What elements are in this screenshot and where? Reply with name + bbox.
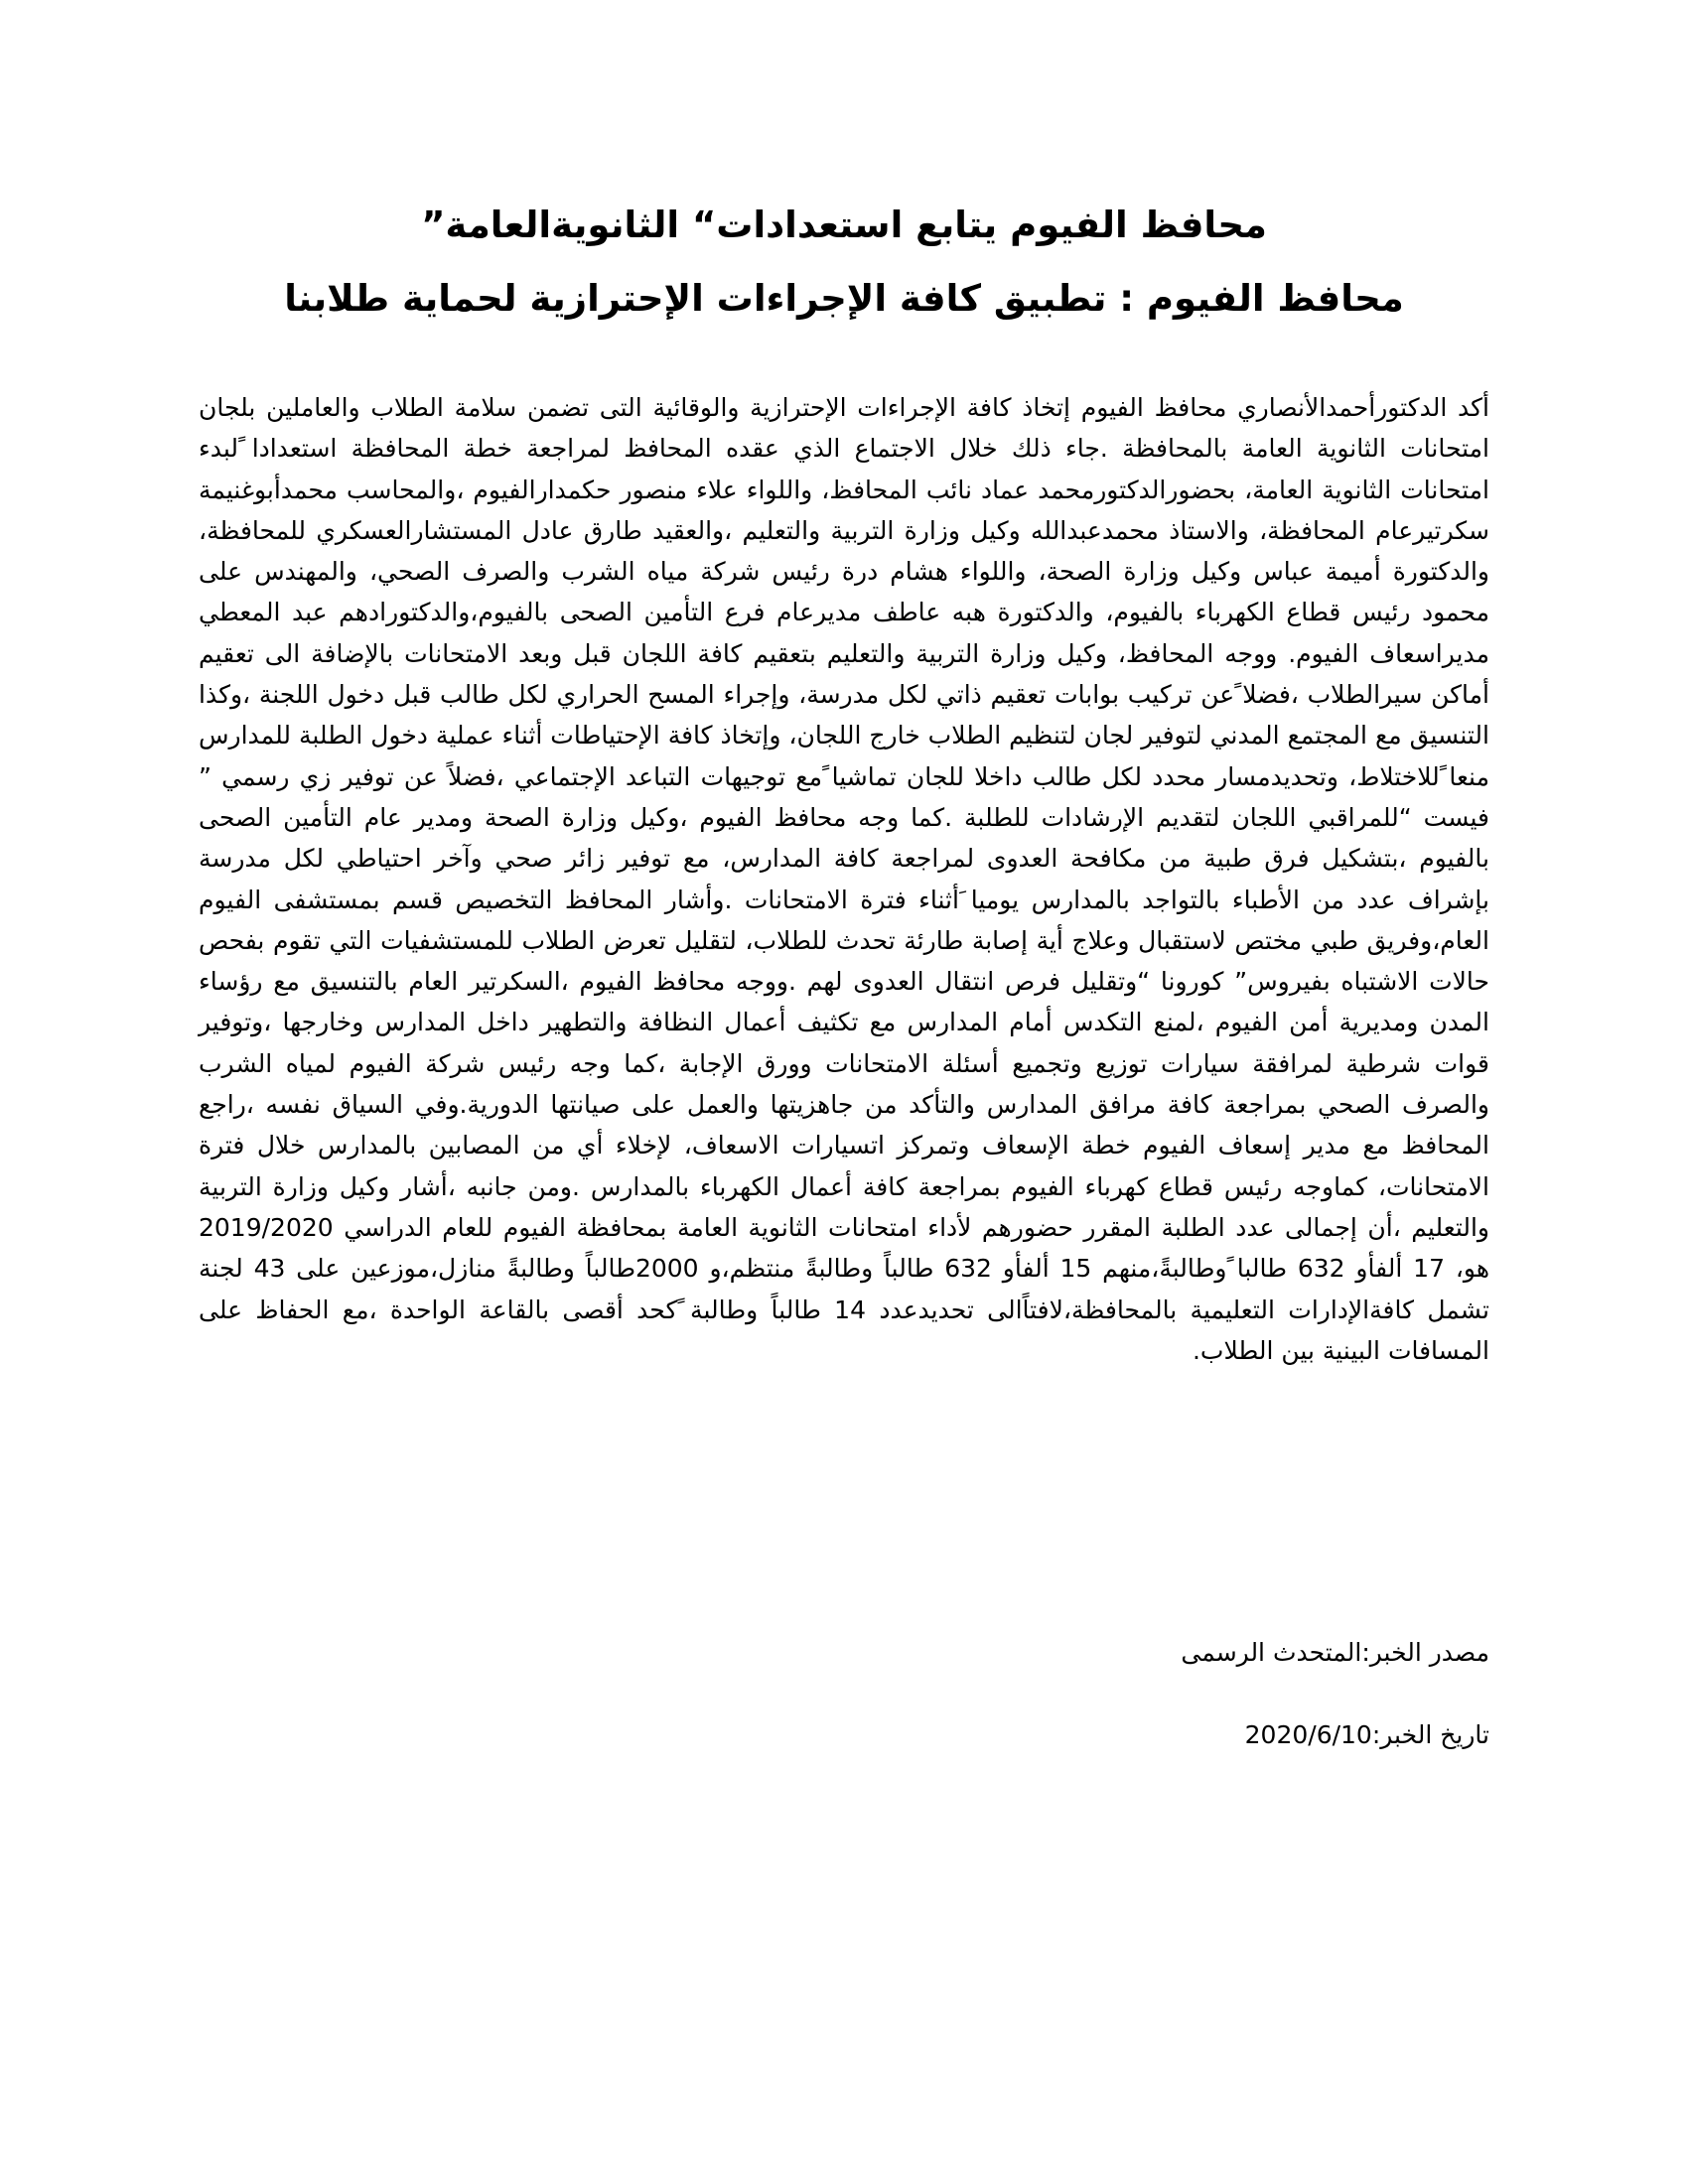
news-date-label: تاريخ الخبر: (1371, 1720, 1489, 1749)
news-source-value: المتحدث الرسمى (1181, 1638, 1362, 1667)
headline: محافظ الفيوم يتابع استعدادات“ الثانويةالعامة” (421, 204, 1267, 246)
news-date (199, 1720, 1489, 1749)
subheadline: محافظ الفيوم : تطبيق كافة الإجراءات الإحترازية لحماية طلابنا (284, 277, 1404, 320)
title-block (199, 189, 1489, 336)
news-date-value: 2020/6/10 (1244, 1720, 1372, 1749)
news-source-label: مصدر الخبر: (1361, 1638, 1489, 1667)
news-source (199, 1638, 1489, 1667)
article-body: أكد الدكتورأحمدالأنصاري محافظ الفيوم إتخاذ كافة الإجراءات الإحترازية والوقائية التى تضمن سلامة الطلاب والعاملين بلجان امتحانات الثانوية العامة بالمحافظة .جاء ذلك خلال الاجتماع الذي عقده المحافظ لمراجعة خطة المحافظة استعدادا ًلبدء امتحانات الثانوية العامة، بحضورالدكتورمحمد عماد نائب المحافظ، واللواء علاء منصور حكمدارالفيوم ،والمحاسب محمدأبوغنيمة سكرتيرعام المحافظة، والاستاذ محمدعبدالله وكيل وزارة التربية والتعليم ،والعقيد طارق عادل المستشارالعسكري للمحافظة، والدكتورة أميمة عباس وكيل وزارة الصحة، واللواء هشام درة رئيس شركة مياه الشرب والصرف الصحي، والمهندس على محمود رئيس قطاع الكهرباء بالفيوم، والدكتورة هبه عاطف مديرعام فرع التأمين الصحى بالفيوم،والدكتورادهم عبد المعطي مديراسعاف الفيوم. ووجه المحافظ، وكيل وزارة التربية والتعليم بتعقيم كافة اللجان قبل وبعد الامتحانات بالإضافة الى تعقيم أماكن سيرالطلاب ،فضلا ًعن تركيب بوابات تعقيم ذاتي لكل مدرسة، وإجراء المسح الحراري لكل طالب قبل دخول اللجنة ،وكذا التنسيق مع المجتمع المدني لتوفير لجان لتنظيم الطلاب خارج اللجان، وإتخاذ كافة الإحتياطات أثناء عملية دخول الطلبة للمدارس منعا ًللاختلاط، وتحديدمسار محدد لكل طالب داخلا للجان تماشيا ًمع توجيهات التباعد الإجتماعي ،فضلاً عن توفير زي رسمي ” فيست “للمراقبي اللجان لتقديم الإرشادات للطلبة .كما وجه محافظ الفيوم ،وكيل وزارة الصحة ومدير عام التأمين الصحى بالفيوم ،بتشكيل فرق طبية من مكافحة العدوى لمراجعة كافة المدارس، مع توفير زائر صحي وآخر احتياطي لكل مدرسة بإشراف عدد من الأطباء بالتواجد بالمدارس يوميا َأثناء فترة الامتحانات .وأشار المحافظ التخصيص قسم بمستشفى الفيوم العام،وفريق طبي مختص لاستقبال وعلاج أية إصابة طارئة تحدث للطلاب، لتقليل تعرض الطلاب للمستشفيات التي تقوم بفحص حالات الاشتباه بفيروس” كورونا “وتقليل فرص انتقال العدوى لهم .ووجه محافظ الفيوم ،السكرتير العام بالتنسيق مع رؤساء المدن ومديرية أمن الفيوم ،لمنع التكدس أمام المدارس مع تكثيف أعمال النظافة والتطهير داخل المدارس وخارجها ،وتوفير قوات شرطية لمرافقة سيارات توزيع وتجميع أسئلة الامتحانات وورق الإجابة ،كما وجه رئيس شركة الفيوم لمياه الشرب والصرف الصحي بمراجعة كافة مرافق المدارس والتأكد من جاهزيتها والعمل على صيانتها الدورية.وفي السياق نفسه ،راجع المحافظ مع مدير إسعاف الفيوم خطة الإسعاف وتمركز اتسيارات الاسعاف، لإخلاء أي من المصابين بالمدارس خلال فترة الامتحانات، كماوجه رئيس قطاع كهرباء الفيوم بمراجعة كافة أعمال الكهرباء بالمدارس .ومن جانبه ،أشار وكيل وزارة التربية والتعليم ،أن إجمالى عدد الطلبة المقرر حضورهم لأداء امتحانات الثانوية العامة بمحافظة الفيوم للعام الدراسي 2019/2020 هو، 17 ألفأو 632 طالبا ًوطالبةً،منهم 15 ألفأو 632 طالباً وطالبةً منتظم،و 2000طالباً وطالبةً منازل،موزعين على 43 لجنة تشمل كافةالإدارات التعليمية بالمحافظة،لافتاًالى تحديدعدد 14 طالباً وطالبة ًكحد أقصى بالقاعة الواحدة ،مع الحفاظ على المسافات البينية بين الطلاب. (199, 393, 1489, 1365)
